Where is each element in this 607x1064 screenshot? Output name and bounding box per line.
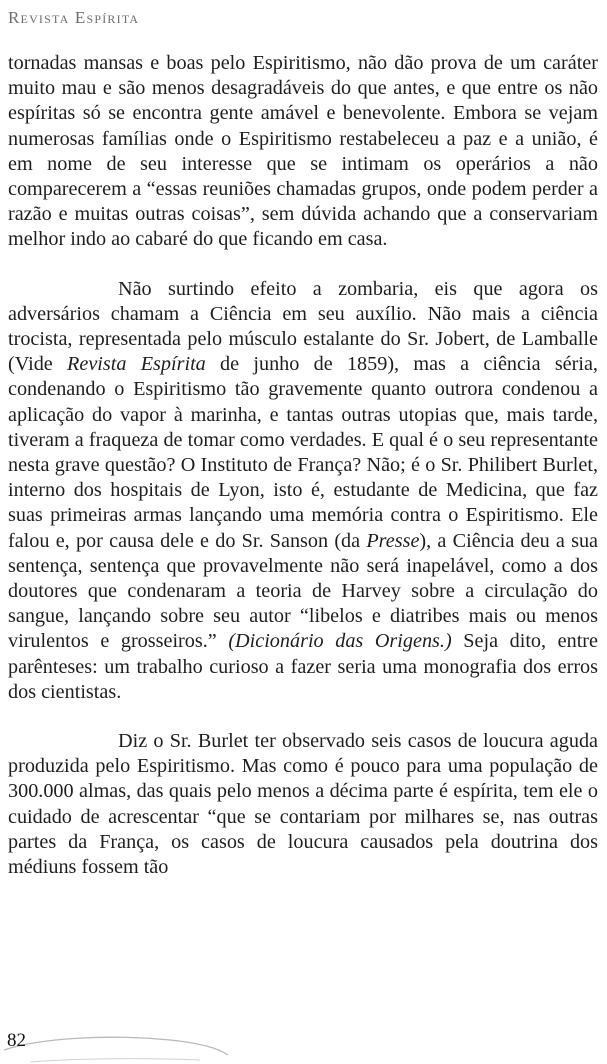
text-run: Diz o Sr. Burlet ter observado seis casos de loucura aguda produzida pelo Espiritismo. Mas como é pouco para uma população de 300.000 almas, das quais pelo menos a décima parte é espírita, tem ele o cuidado de acrescentar “que se contariam por milhares se, nas outras partes da França, os casos de loucura causados pela doutrina dos médiuns fossem tão (8, 730, 598, 879)
italic-citation: (Dicionário das Origens.) (228, 630, 452, 653)
paragraph-2 (8, 277, 598, 705)
italic-title: Revista Espírita (67, 353, 206, 376)
text-run: ), a Ciência deu a sua sentença, sentença que provavelmente não será inapelável, como a dos doutores que condenaram a teoria de Harvey sobre a circulação do sangue, lançando sobre seu autor “libelos e diatribes mais ou menos virulentos e grosseiros.” (8, 529, 599, 653)
paragraph-3 (8, 729, 598, 880)
text-run: tornadas mansas e boas pelo Espiritismo, não dão prova de um caráter muito mau e são menos desagradáveis do que antes, e que entre os não espíritas só se encontra gente amável e benevolente. Embora se vejam numerosas famílias onde o Espiritismo restabeleceu a paz e a união, é em nome de seu interesse que se intimam os operários a não comparecerem a “essas reuniões chamadas grupos, onde podem perder a razão e muitas outras coisas”, sem dúvida achando que a conservariam melhor indo ao cabaré do que ficando em casa. (8, 52, 598, 251)
body-text (8, 51, 598, 880)
page-number: 82 (7, 1030, 26, 1051)
running-head: Revista Espírita (8, 8, 140, 27)
text-run: Seja dito, entre parênteses: um trabalho curioso a fazer seria uma monografia dos erros dos cientistas. (8, 630, 598, 703)
text-run: Não surtindo efeito a zombaria, eis que agora os adversários chamam a Ciência em seu auxílio. Não mais a ciência trocista, representada pelo músculo estalante do Sr. Jobert, de Lamballe (Vide (8, 277, 598, 376)
italic-title: Presse (366, 529, 420, 552)
paragraph-1 (8, 51, 598, 253)
text-run: de junho de 1859), mas a ciência séria, condenando o Espiritismo tão gravemente quanto outrora condenou a aplicação do vapor à marinha, e tantas outras utopias que, mais tarde, tiveram a fraqueza de tomar como verdades. E qual é o seu representante nesta grave questão? O Instituto de França? Não; é o Sr. Philibert Burlet, interno dos hospitais de Lyon, isto é, estudante de Medicina, que faz suas primeiras armas lançando uma memória contra o Espiritismo. Ele falou e, por causa dele e do Sr. Sanson (da (8, 353, 598, 552)
folio-swash-ornament (0, 1028, 240, 1064)
